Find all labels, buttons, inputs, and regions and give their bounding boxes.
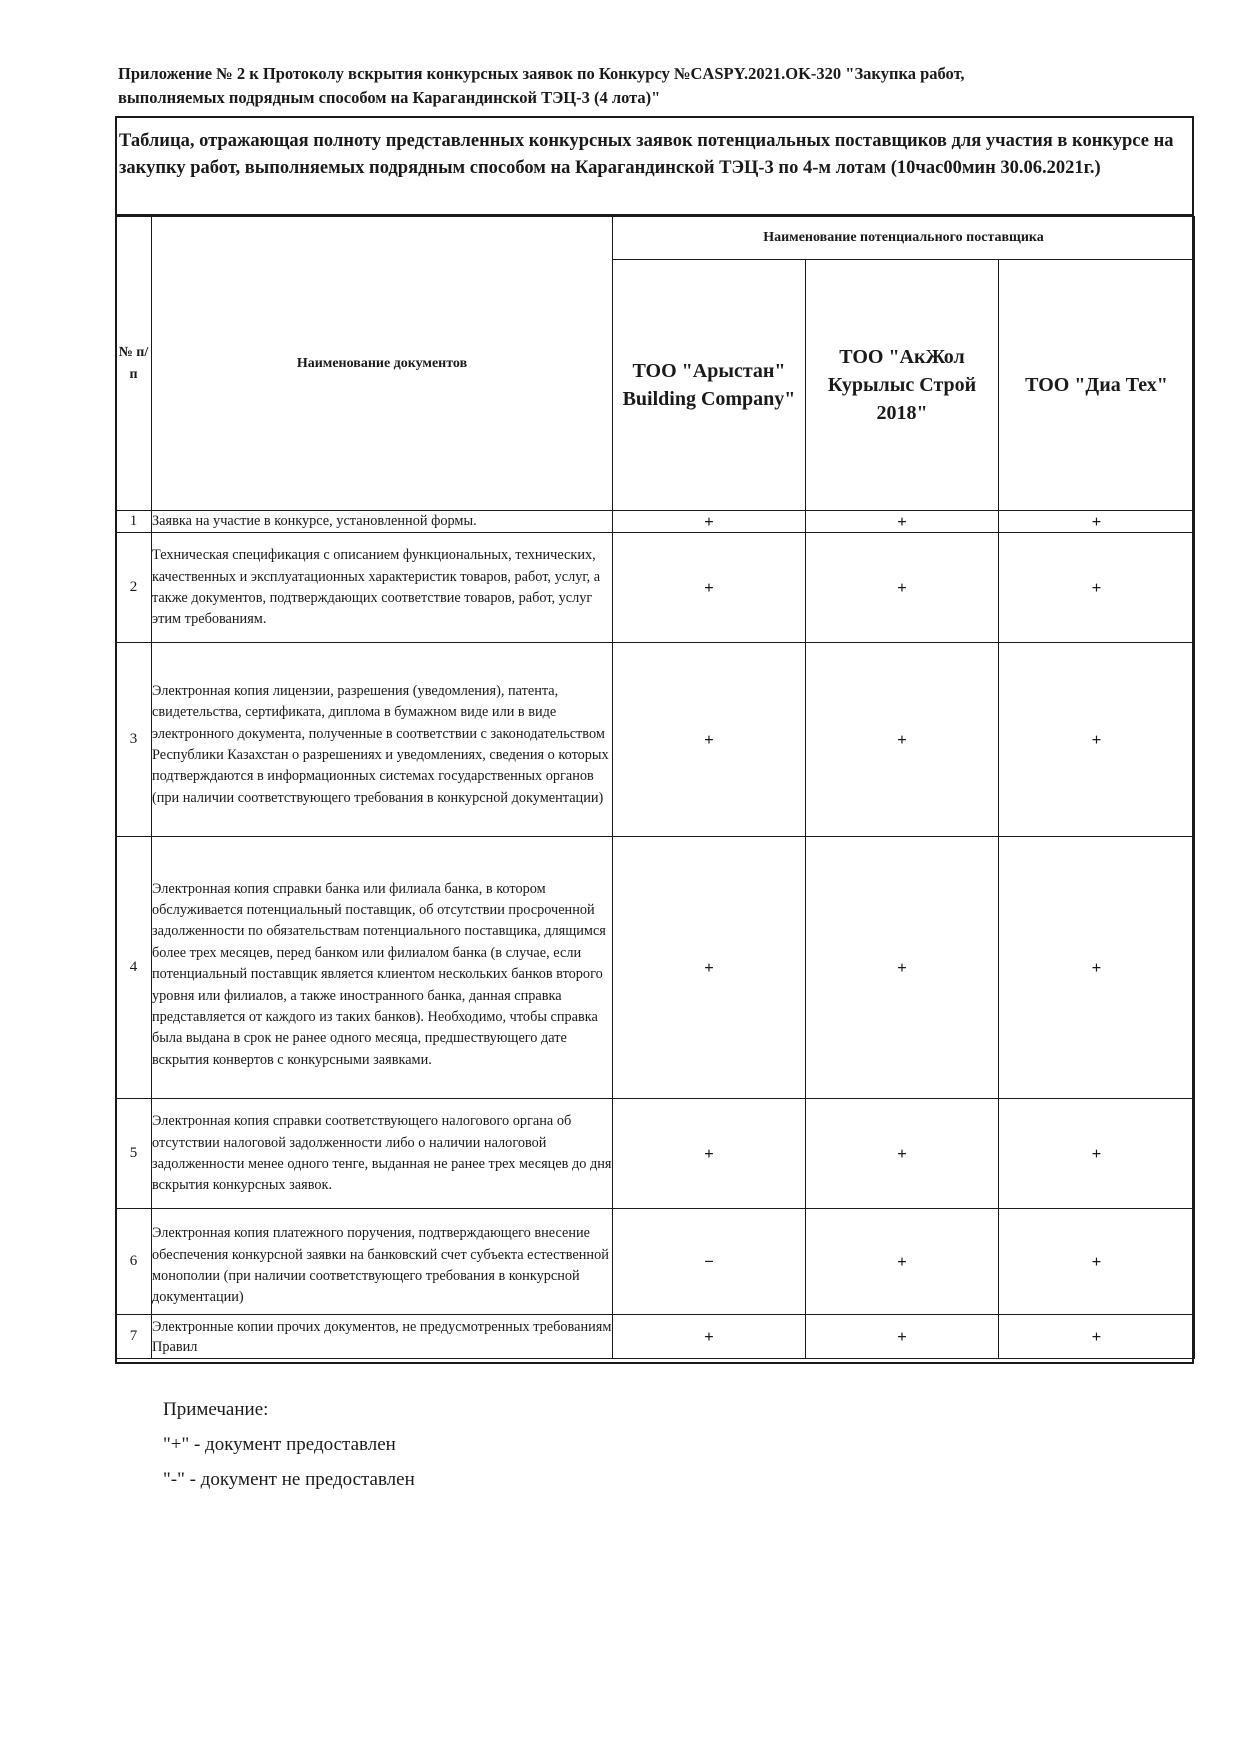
column-header-number: № п/п bbox=[116, 217, 152, 511]
mark-supplier-2: + bbox=[806, 511, 999, 533]
table-row bbox=[116, 1209, 1195, 1315]
row-document-name: Электронная копия справки соответствующего налогового органа об отсутствии налоговой задолженности либо о наличии налоговой задолженности менее одного тенге, выданная не ранее трех месяцев до дня вскрытия конкурсных заявок. bbox=[152, 1099, 613, 1209]
mark-supplier-2: + bbox=[806, 533, 999, 643]
supplier-header-dia-tech: ТОО "Диа Тех" bbox=[999, 260, 1195, 511]
mark-supplier-3: + bbox=[999, 511, 1195, 533]
row-document-name: Электронная копия платежного поручения, подтверждающего внесение обеспечения конкурсной заявки на банковский счет субъекта естественной монополии (при наличии соответствующего требования в конкурсной документации) bbox=[152, 1209, 613, 1315]
page-header bbox=[118, 62, 1118, 110]
mark-supplier-1: + bbox=[613, 533, 806, 643]
column-header-documents: Наименование документов bbox=[152, 217, 613, 511]
row-document-name: Электронная копия справки банка или филиала банка, в котором обслуживается потенциальный поставщик, об отсутствии просроченной задолженности по обязательствам потенциального поставщика, длящимся более трех месяцев, перед банком или филиалом банка (в случае, если потенциальный поставщик является клиентом нескольких банков второго уровня или филиалов, а также иностранного банка, данная справка представляется от каждого из таких банков). Необходимо, чтобы справка была выдана в срок не ранее одного месяца, предшествующего дате вскрытия конвертов с конкурсными заявками. bbox=[152, 837, 613, 1099]
table-row bbox=[116, 533, 1195, 643]
column-header-supplier-group: Наименование потенциального поставщика bbox=[613, 217, 1195, 260]
legend-note bbox=[163, 1392, 415, 1497]
mark-supplier-1: + bbox=[613, 643, 806, 837]
table-header-row bbox=[116, 217, 1195, 260]
legend-minus: "-" - документ не предоставлен bbox=[163, 1469, 415, 1490]
row-document-name: Электронная копия лицензии, разрешения (уведомления), патента, свидетельства, сертификата, диплома в бумажном виде или в виде электронного документа, полученные в соответствии с законодательством Республики Казахстан о разрешениях и уведомлениях, сведения о которых подтверждаются в информационных системах государственных органов (при наличии соответствующего требования в конкурсной документации) bbox=[152, 643, 613, 837]
row-number: 2 bbox=[116, 533, 152, 643]
table-caption: Таблица, отражающая полноту представленных конкурсных заявок потенциальных поставщиков для участия в конкурсе на закупку работ, выполняемых подрядным способом на Карагандинской ТЭЦ-3 по 4-м лотам (10час00мин 30.06.2021г.) bbox=[117, 118, 1192, 216]
table-row bbox=[116, 1315, 1195, 1359]
table-row bbox=[116, 1099, 1195, 1209]
row-number: 6 bbox=[116, 1209, 152, 1315]
row-document-name: Электронные копии прочих документов, не предусмотренных требованиям Правил bbox=[152, 1315, 613, 1359]
mark-supplier-3: + bbox=[999, 1315, 1195, 1359]
row-number: 7 bbox=[116, 1315, 152, 1359]
mark-supplier-3: + bbox=[999, 533, 1195, 643]
mark-supplier-1: + bbox=[613, 1099, 806, 1209]
documents-table bbox=[115, 216, 1195, 1359]
supplier-header-akzhol: ТОО "АкЖол Курылыс Строй 2018" bbox=[806, 260, 999, 511]
mark-supplier-1: + bbox=[613, 511, 806, 533]
mark-supplier-1: + bbox=[613, 1315, 806, 1359]
mark-supplier-2: + bbox=[806, 1209, 999, 1315]
supplier-header-arystan: ТОО "Арыстан" Building Company" bbox=[613, 260, 806, 511]
legend-title: Примечание: bbox=[163, 1399, 269, 1420]
table-row bbox=[116, 643, 1195, 837]
table-row bbox=[116, 511, 1195, 533]
row-number: 5 bbox=[116, 1099, 152, 1209]
mark-supplier-3: + bbox=[999, 837, 1195, 1099]
row-document-name: Техническая спецификация с описанием функциональных, технических, качественных и эксплуатационных характеристик товаров, работ, услуг, а также документов, подтверждающих соответствие товаров, работ, услуг этим требованиям. bbox=[152, 533, 613, 643]
row-number: 4 bbox=[116, 837, 152, 1099]
mark-supplier-2: + bbox=[806, 1315, 999, 1359]
mark-supplier-3: + bbox=[999, 1099, 1195, 1209]
mark-supplier-2: + bbox=[806, 837, 999, 1099]
mark-supplier-1: + bbox=[613, 837, 806, 1099]
row-number: 1 bbox=[116, 511, 152, 533]
mark-supplier-2: + bbox=[806, 643, 999, 837]
header-line-2: выполняемых подрядным способом на Карагандинской ТЭЦ-3 (4 лота)" bbox=[118, 88, 661, 107]
table-frame bbox=[115, 116, 1194, 1364]
mark-supplier-3: + bbox=[999, 1209, 1195, 1315]
row-document-name: Заявка на участие в конкурсе, установленной формы. bbox=[152, 511, 613, 533]
mark-supplier-1: − bbox=[613, 1209, 806, 1315]
mark-supplier-3: + bbox=[999, 643, 1195, 837]
table-row bbox=[116, 837, 1195, 1099]
row-number: 3 bbox=[116, 643, 152, 837]
header-line-1: Приложение № 2 к Протоколу вскрытия конкурсных заявок по Конкурсу №CASPY.2021.OK-320 "Закупка работ, bbox=[118, 64, 965, 83]
legend-plus: "+" - документ предоставлен bbox=[163, 1434, 396, 1455]
mark-supplier-2: + bbox=[806, 1099, 999, 1209]
